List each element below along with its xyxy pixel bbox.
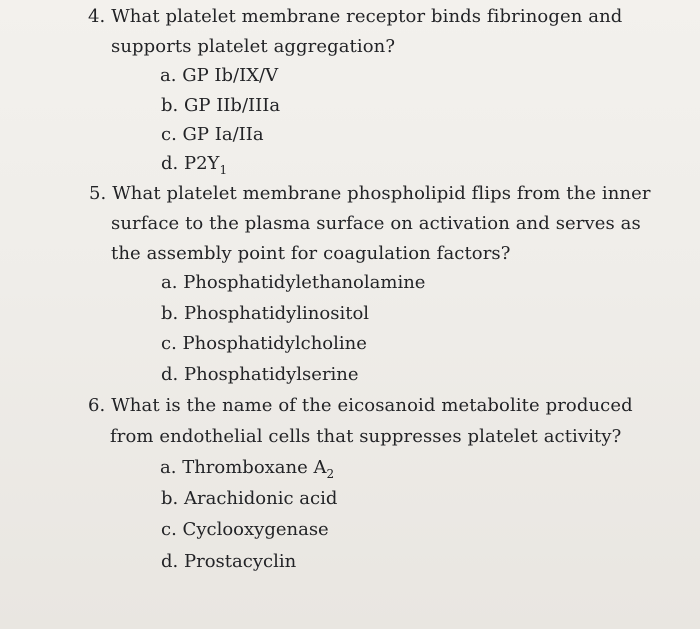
subscript: 2 xyxy=(326,467,335,481)
question-4-line-1 xyxy=(88,5,622,29)
question-4-line-2 xyxy=(111,35,395,59)
question-5-text-line-3: the assembly point for coagulation factors? xyxy=(111,243,511,264)
question-6-text-line-1: What is the name of the eicosanoid metabolite produced xyxy=(111,395,633,416)
question-6-line-2 xyxy=(110,425,621,449)
question-5-text-line-2: surface to the plasma surface on activation and serves as xyxy=(111,213,641,234)
question-4-number: 4. xyxy=(88,6,106,27)
question-5-option-d: d. Phosphatidylserine xyxy=(161,364,359,385)
subscript: 1 xyxy=(219,163,228,177)
question-5-line-3 xyxy=(111,242,511,266)
question-4-option-c: c. GP Ia/IIa xyxy=(161,124,264,145)
question-4-option-b: b. GP IIb/IIIa xyxy=(161,95,281,116)
question-6-number: 6. xyxy=(88,395,106,416)
question-6-text-line-2: from endothelial cells that suppresses platelet activity? xyxy=(110,426,622,447)
question-4-text-line-2: supports platelet aggregation? xyxy=(111,36,396,57)
question-6-line-1 xyxy=(88,394,633,418)
question-5-option-b: b. Phosphatidylinositol xyxy=(161,303,370,324)
question-6-option-b: b. Arachidonic acid xyxy=(161,488,338,509)
question-5-option-c: c. Phosphatidylcholine xyxy=(161,333,367,354)
question-5-line-1 xyxy=(89,182,651,206)
question-5-option-a: a. Phosphatidylethanolamine xyxy=(161,272,426,293)
question-4-text-line-1: What platelet membrane receptor binds fibrinogen and xyxy=(111,6,623,27)
question-6-option-a: a. Thromboxane $A_2$ xyxy=(160,457,335,481)
question-6-option-d: d. Prostacyclin xyxy=(161,551,297,572)
question-5-text-line-1: What platelet membrane phospholipid flips from the inner xyxy=(112,183,651,204)
question-4-option-d: d. $P2Y_1$ xyxy=(161,153,228,177)
question-6-option-c: c. Cyclooxygenase xyxy=(161,519,329,540)
question-4-option-a: a. GP Ib/IX/V xyxy=(160,65,279,86)
question-5-number: 5. xyxy=(89,183,107,204)
question-5-line-2 xyxy=(111,212,641,236)
